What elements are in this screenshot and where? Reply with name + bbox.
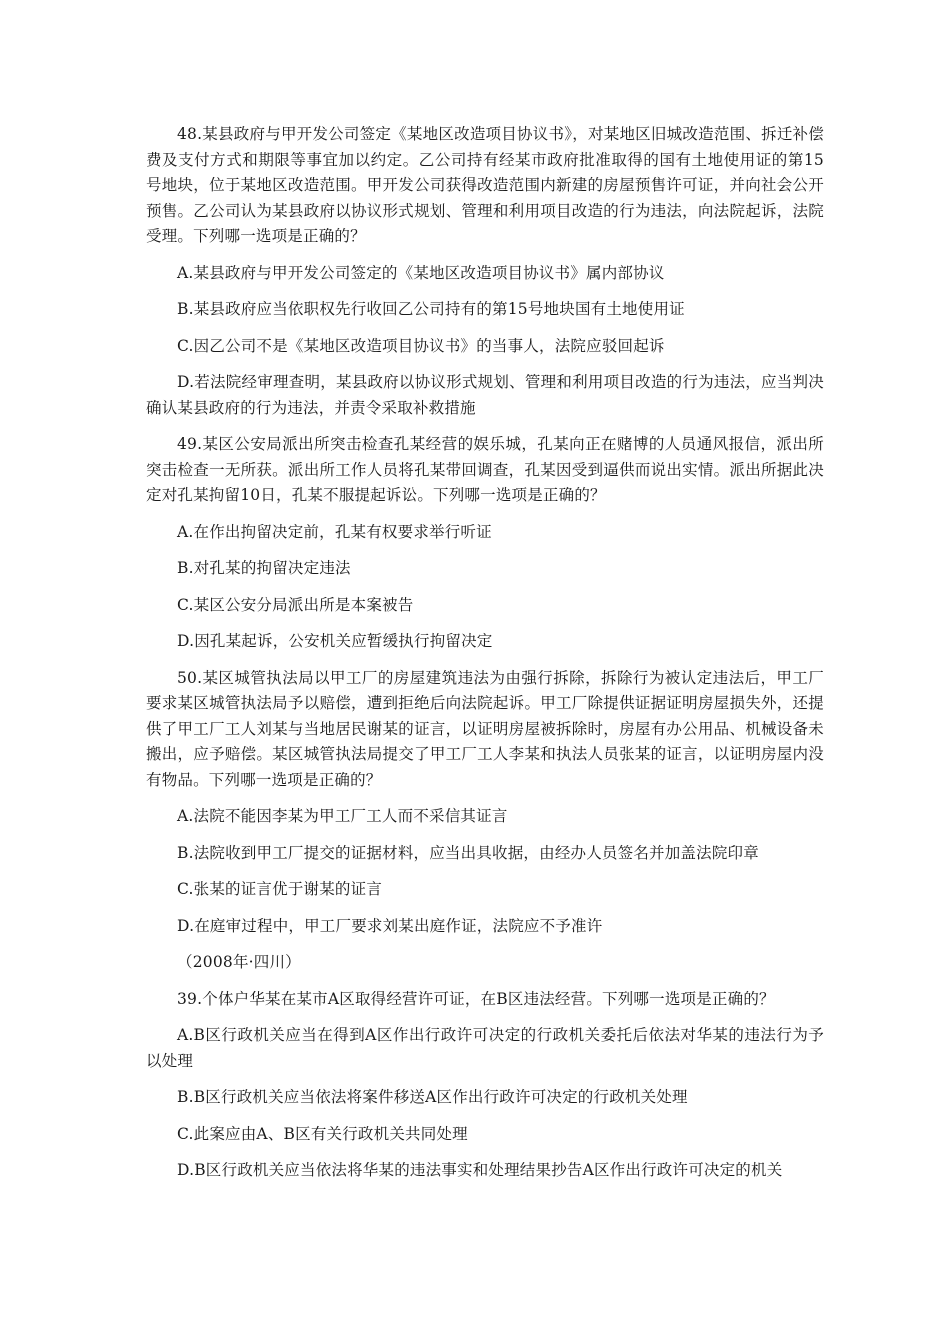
- section-heading: （2008年·四川）: [177, 953, 301, 971]
- question-48-stem: 48.某县政府与甲开发公司签定《某地区改造项目协议书》，对某地区旧城改造范围、拆迁补偿费及支付方式和期限等事宜加以约定。乙公司持有经某市政府批准取得的国有土地使用证的第15号地块，位于某地区改造范围。甲开发公司获得改造范围内新建的房屋预售许可证，并向社会公开预售。乙公司认为某县政府以协议形式规划、管理和利用项目改造的行为违法，向法院起诉，法院受理。下列哪一选项是正确的？: [146, 125, 824, 245]
- question-50-option-b: B.法院收到甲工厂提交的证据材料，应当出具收据，由经办人员签名并加盖法院印章: [177, 843, 759, 862]
- question-39-option-b: B.B区行政机关应当依法将案件移送A区作出行政许可决定的行政机关处理: [177, 1088, 688, 1106]
- question-48-option-a: A.某县政府与甲开发公司签定的《某地区改造项目协议书》属内部协议: [177, 263, 665, 282]
- question-48-option-c: C.因乙公司不是《某地区改造项目协议书》的当事人，法院应驳回起诉: [177, 336, 665, 355]
- question-49-option-d: D.因孔某起诉，公安机关应暂缓执行拘留决定: [177, 632, 493, 650]
- question-48-option-b: B.某县政府应当依职权先行收回乙公司持有的第15号地块国有土地使用证: [177, 300, 685, 318]
- question-39-option-c: C.此案应由A、B区有关行政机关共同处理: [177, 1124, 468, 1143]
- question-48-option-d: D.若法院经审理查明，某县政府以协议形式规划、管理和利用项目改造的行为违法，应当判决确认某县政府的行为违法，并责令采取补救措施: [146, 373, 824, 417]
- question-50-option-d: D.在庭审过程中，甲工厂要求刘某出庭作证，法院应不予准许: [177, 916, 603, 935]
- question-49-option-b: B.对孔某的拘留决定违法: [177, 559, 351, 577]
- question-39-stem: 39.个体户华某在某市A区取得经营许可证，在B区违法经营。下列哪一选项是正确的？: [177, 989, 775, 1008]
- question-49-stem: 49.某区公安局派出所突击检查孔某经营的娱乐城，孔某向正在赌博的人员通风报信，派出所突击检查一无所获。派出所工作人员将孔某带回调查，孔某因受到逼供而说出实情。派出所据此决定对孔某拘留10日，孔某不服提起诉讼。下列哪一选项是正确的？: [146, 435, 824, 504]
- question-49-option-a: A.在作出拘留决定前，孔某有权要求举行听证: [177, 522, 492, 541]
- question-50-option-c: C.张某的证言优于谢某的证言: [177, 880, 383, 898]
- question-39-option-d: D.B区行政机关应当依法将华某的违法事实和处理结果抄告A区作出行政许可决定的机关: [177, 1161, 783, 1179]
- question-39-option-a: A.B区行政机关应当在得到A区作出行政许可决定的行政机关委托后依法对华某的违法行为予以处理: [146, 1026, 824, 1070]
- question-50-option-a: A.法院不能因李某为甲工厂工人而不采信其证言: [177, 807, 508, 825]
- document-page: [146, 122, 824, 1195]
- question-49-option-c: C.某区公安分局派出所是本案被告: [177, 595, 414, 614]
- question-50-stem: 50.某区城管执法局以甲工厂的房屋建筑违法为由强行拆除，拆除行为被认定违法后，甲工厂要求某区城管执法局予以赔偿，遭到拒绝后向法院起诉。甲工厂除提供证据证明房屋损失外，还提供了甲工厂工人刘某与当地居民谢某的证言，以证明房屋被拆除时，房屋有办公用品、机械设备未搬出，应予赔偿。某区城管执法局提交了甲工厂工人李某和执法人员张某的证言，以证明房屋内没有物品。下列哪一选项是正确的？: [146, 668, 824, 789]
